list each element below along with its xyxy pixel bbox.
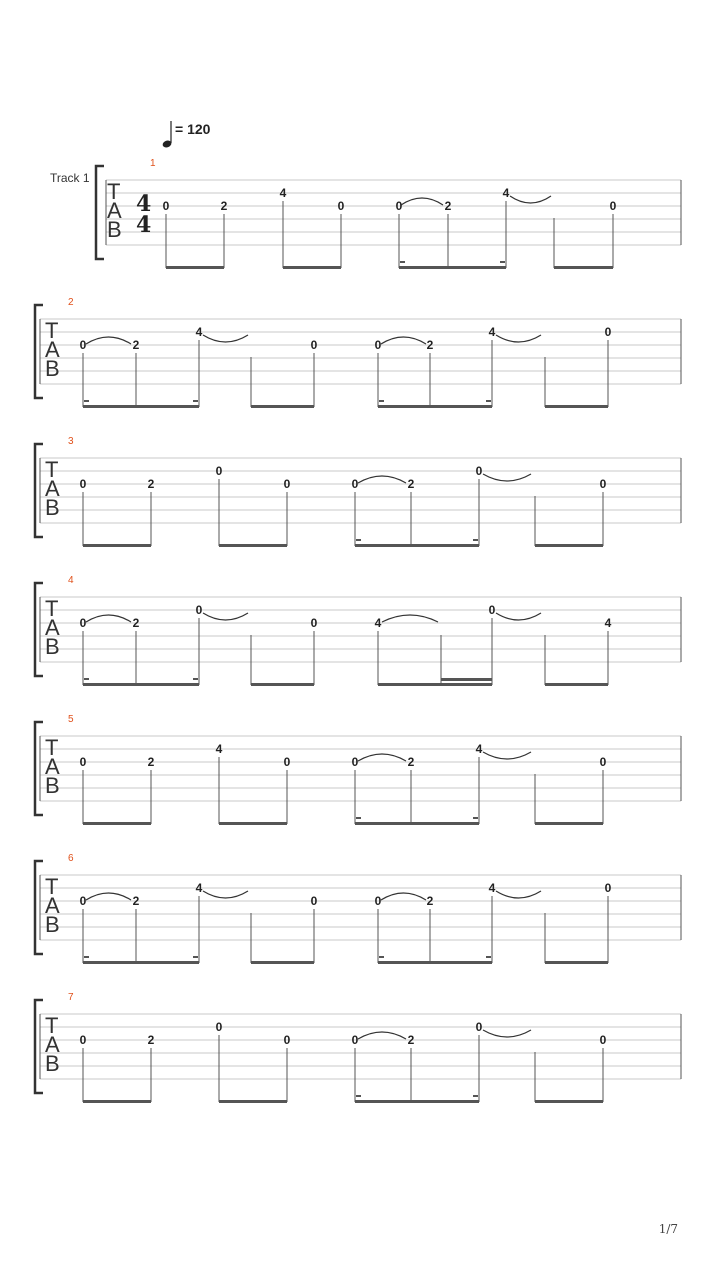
system-4 xyxy=(35,575,681,686)
tab-letter-b: B xyxy=(45,912,60,937)
tab-letter-t: T xyxy=(107,179,121,204)
tie-arc xyxy=(496,613,541,620)
beam-stub xyxy=(473,817,478,819)
tie-arc xyxy=(381,893,426,900)
tie-arc xyxy=(483,752,531,759)
track-name: Track 1 xyxy=(50,171,90,185)
tab-letter-a: A xyxy=(45,615,60,640)
fret-number: 0 xyxy=(374,338,382,352)
tab-letter-b: B xyxy=(45,773,60,798)
fret-number: 0 xyxy=(475,464,483,478)
tab-letter-a: A xyxy=(107,198,122,223)
measure-number: 4 xyxy=(68,575,74,586)
tab-letter-a: A xyxy=(45,337,60,362)
beam xyxy=(554,266,613,269)
beam xyxy=(83,544,151,547)
beam-stub xyxy=(84,956,89,958)
tempo-value: = 120 xyxy=(175,121,211,137)
fret-number: 0 xyxy=(79,477,87,491)
tie-arc xyxy=(381,337,426,344)
fret-number: 2 xyxy=(147,755,155,769)
fret-number: 0 xyxy=(488,603,496,617)
tab-letter-a: A xyxy=(45,893,60,918)
fret-number: 0 xyxy=(310,616,318,630)
beam xyxy=(535,822,603,825)
tie-arc xyxy=(483,474,531,481)
beam xyxy=(355,822,479,825)
fret-number: 0 xyxy=(79,1033,87,1047)
beam xyxy=(166,266,224,269)
system-bracket xyxy=(96,166,104,259)
measure-number: 5 xyxy=(68,714,74,725)
tie-arc xyxy=(401,198,443,205)
tab-letter-b: B xyxy=(45,495,60,520)
fret-number: 2 xyxy=(426,338,434,352)
beam xyxy=(535,1100,603,1103)
beam xyxy=(251,405,314,408)
beam xyxy=(251,683,314,686)
tie-arc xyxy=(203,335,248,342)
fret-number: 0 xyxy=(310,894,318,908)
beam xyxy=(83,1100,151,1103)
fret-number: 0 xyxy=(351,477,359,491)
beam xyxy=(399,266,506,269)
beam-stub xyxy=(193,956,198,958)
fret-number: 0 xyxy=(283,1033,291,1047)
fret-number: 0 xyxy=(79,616,87,630)
tie-arc xyxy=(510,196,551,203)
fret-number: 2 xyxy=(407,1033,415,1047)
fret-number: 0 xyxy=(79,755,87,769)
fret-number: 0 xyxy=(599,755,607,769)
systems xyxy=(35,158,681,1103)
fret-number: 2 xyxy=(407,755,415,769)
fret-number: 0 xyxy=(351,755,359,769)
measure-number: 6 xyxy=(68,853,74,864)
tie-arc xyxy=(358,1032,406,1039)
fret-number: 4 xyxy=(279,186,287,200)
tie-arc xyxy=(86,893,131,900)
tab-letter-b: B xyxy=(45,356,60,381)
tie-arc xyxy=(86,337,131,344)
fret-number: 0 xyxy=(79,894,87,908)
beam-stub xyxy=(84,678,89,680)
fret-number: 4 xyxy=(488,881,496,895)
tie-arc xyxy=(86,615,131,622)
tie-arc xyxy=(358,476,406,483)
beam xyxy=(83,683,199,686)
fret-number: 0 xyxy=(374,894,382,908)
beam-stub xyxy=(473,539,478,541)
fret-number: 0 xyxy=(337,199,345,213)
fret-number: 0 xyxy=(79,338,87,352)
system-3 xyxy=(35,436,681,547)
tab-letter-t: T xyxy=(45,318,59,343)
fret-number: 2 xyxy=(132,338,140,352)
beam-stub xyxy=(379,956,384,958)
fret-number: 4 xyxy=(502,186,510,200)
fret-number: 4 xyxy=(215,742,223,756)
measure-number: 3 xyxy=(68,436,74,447)
fret-number: 0 xyxy=(162,199,170,213)
fret-number: 4 xyxy=(195,881,203,895)
beam xyxy=(545,683,608,686)
system-7 xyxy=(35,992,681,1103)
fret-number: 0 xyxy=(310,338,318,352)
tie-arc xyxy=(358,754,406,761)
fret-number: 2 xyxy=(444,199,452,213)
beam-stub xyxy=(486,956,491,958)
fret-number: 2 xyxy=(147,1033,155,1047)
fret-number: 4 xyxy=(374,616,382,630)
fret-number: 2 xyxy=(132,616,140,630)
fret-number: 0 xyxy=(283,755,291,769)
tab-letter-t: T xyxy=(45,457,59,482)
beam xyxy=(219,544,287,547)
fret-number: 0 xyxy=(599,477,607,491)
tie-arc xyxy=(483,1030,531,1037)
fret-number: 4 xyxy=(604,616,612,630)
tab-letter-a: A xyxy=(45,754,60,779)
beam-stub xyxy=(400,261,405,263)
fret-number: 0 xyxy=(215,464,223,478)
system-6 xyxy=(35,853,681,964)
tab-letter-b: B xyxy=(45,634,60,659)
beam-stub xyxy=(500,261,505,263)
beam xyxy=(83,961,199,964)
beam xyxy=(355,544,479,547)
beam xyxy=(83,822,151,825)
beam xyxy=(545,405,608,408)
beam xyxy=(545,961,608,964)
tempo-marking xyxy=(162,121,211,149)
fret-number: 0 xyxy=(604,325,612,339)
beam-stub xyxy=(356,1095,361,1097)
fret-number: 0 xyxy=(283,477,291,491)
beam xyxy=(83,405,199,408)
tab-letter-b: B xyxy=(107,217,122,242)
beam-stub xyxy=(84,400,89,402)
beam-stub xyxy=(193,400,198,402)
tab-letter-a: A xyxy=(45,1032,60,1057)
beam xyxy=(219,1100,287,1103)
beam xyxy=(378,405,492,408)
beam-stub xyxy=(356,539,361,541)
system-5 xyxy=(35,714,681,825)
beam-stub xyxy=(356,817,361,819)
time-signature-numerator: 4 xyxy=(136,191,152,217)
measure-number: 1 xyxy=(150,158,156,169)
beam-stub xyxy=(473,1095,478,1097)
fret-number: 4 xyxy=(488,325,496,339)
tab-letter-t: T xyxy=(45,735,59,760)
beam xyxy=(535,544,603,547)
fret-number: 0 xyxy=(395,199,403,213)
fret-number: 4 xyxy=(475,742,483,756)
fret-number: 0 xyxy=(609,199,617,213)
system-2 xyxy=(35,297,681,408)
fret-number: 0 xyxy=(195,603,203,617)
tie-arc xyxy=(203,613,248,620)
fret-number: 0 xyxy=(215,1020,223,1034)
beam-stub xyxy=(193,678,198,680)
system-1 xyxy=(96,158,681,269)
beam-stub xyxy=(379,400,384,402)
measure-number: 7 xyxy=(68,992,74,1003)
fret-number: 0 xyxy=(475,1020,483,1034)
beam xyxy=(251,961,314,964)
tab-letter-t: T xyxy=(45,874,59,899)
beam xyxy=(283,266,341,269)
beam xyxy=(355,1100,479,1103)
tab-letter-t: T xyxy=(45,596,59,621)
fret-number: 2 xyxy=(147,477,155,491)
measure-number: 2 xyxy=(68,297,74,308)
time-signature-denominator: 4 xyxy=(136,212,152,238)
beam xyxy=(378,683,492,686)
quarter-note-icon xyxy=(162,121,173,149)
tab-letter-a: A xyxy=(45,476,60,501)
fret-number: 2 xyxy=(426,894,434,908)
fret-number: 2 xyxy=(407,477,415,491)
tie-arc xyxy=(382,615,438,622)
fret-number: 0 xyxy=(351,1033,359,1047)
beam-secondary xyxy=(441,678,492,681)
fret-number: 0 xyxy=(604,881,612,895)
beam xyxy=(219,822,287,825)
fret-number: 2 xyxy=(132,894,140,908)
beam-stub xyxy=(486,400,491,402)
tie-arc xyxy=(496,335,541,342)
tie-arc xyxy=(496,891,541,898)
page-number: 1/7 xyxy=(658,1222,678,1236)
tab-letter-b: B xyxy=(45,1051,60,1076)
fret-number: 0 xyxy=(599,1033,607,1047)
tie-arc xyxy=(203,891,248,898)
fret-number: 2 xyxy=(220,199,228,213)
tab-letter-t: T xyxy=(45,1013,59,1038)
fret-number: 4 xyxy=(195,325,203,339)
beam xyxy=(378,961,492,964)
